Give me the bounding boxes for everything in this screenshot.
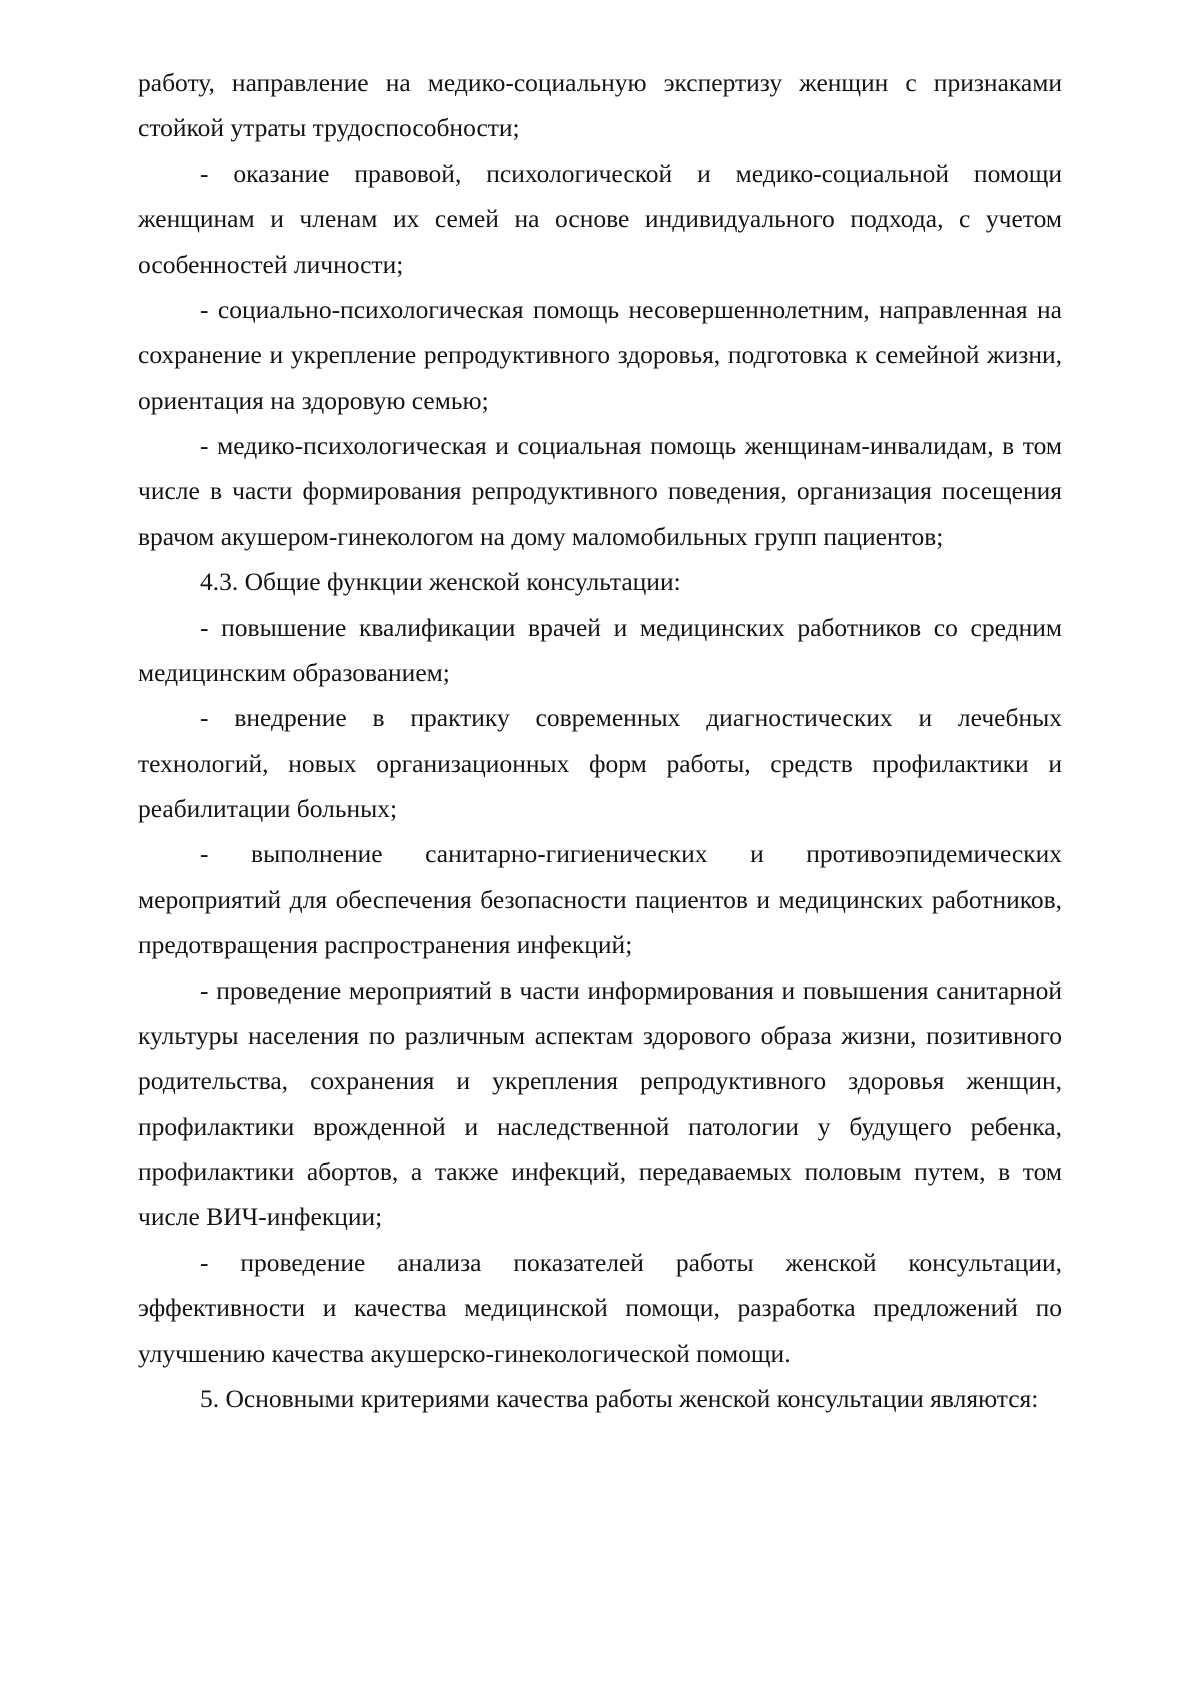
- section-heading-5: 5. Основными критериями качества работы женской консультации являются:: [200, 1383, 1039, 1413]
- paragraph: - проведение анализа показателей работы женской консультации, эффективности и качества медицинской помощи, разработка предложений по улучшению качества акушерско-гинекологической помощи.: [138, 1247, 1062, 1368]
- paragraph: - повышение квалификации врачей и медицинских работников со средним медицинским образованием;: [138, 612, 1062, 687]
- section-heading-4-3: 4.3. Общие функции женской консультации:: [200, 567, 681, 597]
- paragraph: - выполнение санитарно-гигиенических и противоэпидемических мероприятий для обеспечения безопасности пациентов и медицинских работников, предотвращения распространения инфекций;: [138, 839, 1062, 960]
- paragraph: - оказание правовой, психологической и медико-социальной помощи женщинам и членам их семей на основе индивидуального подхода, с учетом особенностей личности;: [138, 158, 1062, 279]
- paragraph: - медико-психологическая и социальная помощь женщинам-инвалидам, в том числе в части формирования репродуктивного поведения, организация посещения врачом акушером-гинекологом на дому маломобильных групп пациентов;: [138, 431, 1062, 551]
- paragraph: - социально-психологическая помощь несовершеннолетним, направленная на сохранение и укрепление репродуктивного здоровья, подготовка к семейной жизни, ориентация на здоровую семью;: [138, 294, 1062, 415]
- document-body: [138, 60, 1062, 1421]
- paragraph: - проведение мероприятий в части информирования и повышения санитарной культуры населения по различным аспектам здорового образа жизни, позитивного родительства, сохранения и укрепления репродуктивного здоровья женщин, профилактики врожденной и наследственной патологии у будущего ребенка, профилактики абортов, а также инфекций, передаваемых половым путем, в том числе ВИЧ-инфекции;: [138, 975, 1062, 1232]
- paragraph: - внедрение в практику современных диагностических и лечебных технологий, новых организационных форм работы, средств профилактики и реабилитации больных;: [138, 703, 1062, 823]
- paragraph: работу, направление на медико-социальную экспертизу женщин с признаками стойкой утраты трудоспособности;: [138, 68, 1062, 143]
